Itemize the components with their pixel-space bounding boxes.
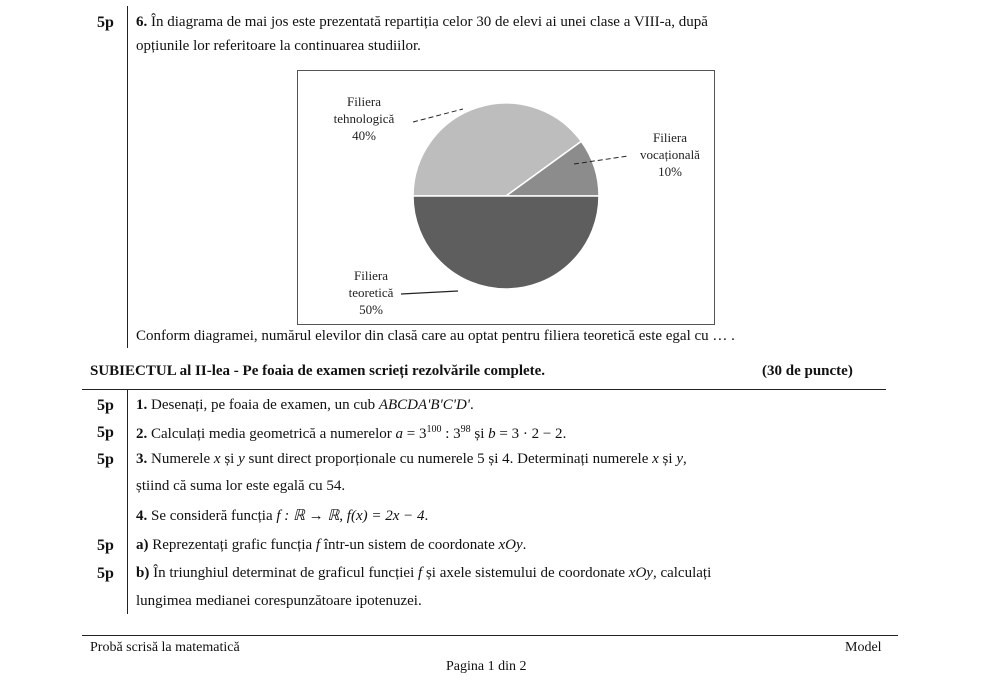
problem-6-line1 bbox=[136, 14, 708, 31]
item-3-end: , bbox=[682, 451, 687, 467]
item-4a bbox=[136, 537, 526, 554]
item-4a-t2: într-un sistem de coordonate bbox=[323, 537, 495, 553]
item-4a-label: a) bbox=[136, 537, 149, 553]
footer-page: Pagina 1 din 2 bbox=[446, 659, 527, 674]
item-3-t4: și bbox=[662, 451, 673, 467]
item-2-end: . bbox=[562, 426, 567, 442]
item-3-y2: y bbox=[676, 451, 683, 467]
item-1-number: 1. bbox=[136, 397, 148, 413]
item-4-text: Se consideră funcția bbox=[151, 508, 273, 524]
problem-6-question: Conform diagramei, numărul elevilor din clasă care au optat pentru filiera teoretică este egal cu … . bbox=[136, 328, 735, 344]
item-1 bbox=[136, 397, 474, 414]
item-4b-label: b) bbox=[136, 565, 150, 581]
footer-right: Model bbox=[845, 640, 882, 655]
problem-6-number: 6. bbox=[136, 14, 148, 30]
footer-rule bbox=[82, 635, 898, 636]
points-problem-6: 5p bbox=[97, 14, 114, 31]
item-1-end: . bbox=[470, 397, 474, 413]
slice-teoretica bbox=[413, 196, 599, 289]
item-4b-sys: xOy bbox=[628, 565, 653, 581]
item-2-and: și bbox=[470, 426, 489, 442]
label-tehnologica-l2: tehnologică bbox=[333, 111, 395, 126]
item-4b-t1: În triunghiul determinat de graficul funcției bbox=[153, 565, 415, 581]
label-teoretica-l1: Filiera bbox=[354, 268, 388, 283]
points-item-4b: 5p bbox=[97, 565, 114, 582]
problem-6-text-line1: În diagrama de mai jos este prezentată repartiția celor 30 de elevi ai unei clase a VIII-a, după bbox=[151, 14, 708, 30]
item-4b-t2: și axele sistemului de coordonate bbox=[425, 565, 626, 581]
item-4 bbox=[136, 506, 428, 525]
item-4b-t3: , calculați bbox=[652, 565, 712, 581]
item-3-x2: x bbox=[652, 451, 659, 467]
item-4a-t1: Reprezentați grafic funcția bbox=[152, 537, 313, 553]
item-4b-f: f bbox=[418, 565, 423, 581]
label-vocationala-pct: 10% bbox=[658, 164, 682, 179]
item-3-x: x bbox=[213, 451, 221, 467]
label-vocationala-l2: vocațională bbox=[640, 147, 700, 162]
label-teoretica bbox=[326, 267, 416, 318]
item-4b-line1 bbox=[136, 565, 711, 582]
problem-6-text-line2: opțiunile lor referitoare la continuarea studiilor. bbox=[136, 38, 421, 54]
margin-rule-top bbox=[127, 6, 128, 348]
item-3-number: 3. bbox=[136, 451, 148, 467]
label-tehnologica bbox=[316, 93, 412, 144]
label-tehnologica-l1: Filiera bbox=[347, 94, 381, 109]
item-3-t3: sunt direct proporționale cu numerele 5 și 4. Determinați numerele bbox=[248, 451, 649, 467]
item-4-end: . bbox=[424, 508, 429, 524]
item-4a-sys: xOy bbox=[498, 537, 523, 553]
section-2-heading: SUBIECTUL al II-lea - Pe foaia de examen scrieți rezolvările complete. bbox=[90, 363, 546, 379]
label-vocationala bbox=[620, 129, 720, 180]
margin-rule-bottom bbox=[127, 390, 128, 614]
item-3-line2: știind că suma lor este egală cu 54. bbox=[136, 478, 346, 494]
points-item-3: 5p bbox=[97, 451, 114, 468]
section-2-rule bbox=[82, 389, 886, 390]
label-vocationala-l1: Filiera bbox=[653, 130, 687, 145]
points-item-1: 5p bbox=[97, 397, 114, 414]
item-3-y: y bbox=[238, 451, 245, 467]
label-teoretica-l2: teoretică bbox=[348, 285, 394, 300]
item-2-b: b bbox=[488, 426, 496, 442]
item-2-exp2: 98 bbox=[460, 424, 471, 435]
item-2-number: 2. bbox=[136, 426, 148, 442]
item-4a-end: . bbox=[522, 537, 527, 553]
item-2-a: a bbox=[395, 426, 403, 442]
item-4a-f: f bbox=[315, 537, 321, 553]
item-1-cube: ABCDA'B'C'D' bbox=[378, 397, 470, 413]
label-tehnologica-pct: 40% bbox=[352, 128, 376, 143]
footer-left: Probă scrisă la matematică bbox=[90, 640, 240, 655]
item-3-t2: și bbox=[224, 451, 235, 467]
item-4b-line2: lungimea medianei corespunzătoare ipotenuzei. bbox=[136, 593, 422, 609]
label-teoretica-pct: 50% bbox=[359, 302, 383, 317]
points-item-4a: 5p bbox=[97, 537, 114, 554]
item-2-eq: = 3 bbox=[402, 426, 427, 442]
section-2-points: (30 de puncte) bbox=[762, 363, 853, 379]
item-1-text: Desenați, pe foaia de examen, un cub bbox=[151, 397, 376, 413]
points-item-2: 5p bbox=[97, 424, 114, 441]
item-2 bbox=[136, 424, 566, 443]
item-2-text: Calculați media geometrică a numerelor bbox=[151, 426, 392, 442]
item-3-line1 bbox=[136, 451, 687, 468]
item-4-func: f : ℝ → ℝ, f(x) = 2x − 4 bbox=[276, 508, 425, 524]
item-2-exp1: 100 bbox=[426, 424, 442, 435]
pie-chart-frame bbox=[297, 70, 715, 325]
item-3-t1: Numerele bbox=[151, 451, 211, 467]
item-2-colon: : 3 bbox=[441, 426, 461, 442]
item-2-b-expr: = 3 · 2 − 2 bbox=[495, 426, 563, 442]
item-4-number: 4. bbox=[136, 508, 148, 524]
